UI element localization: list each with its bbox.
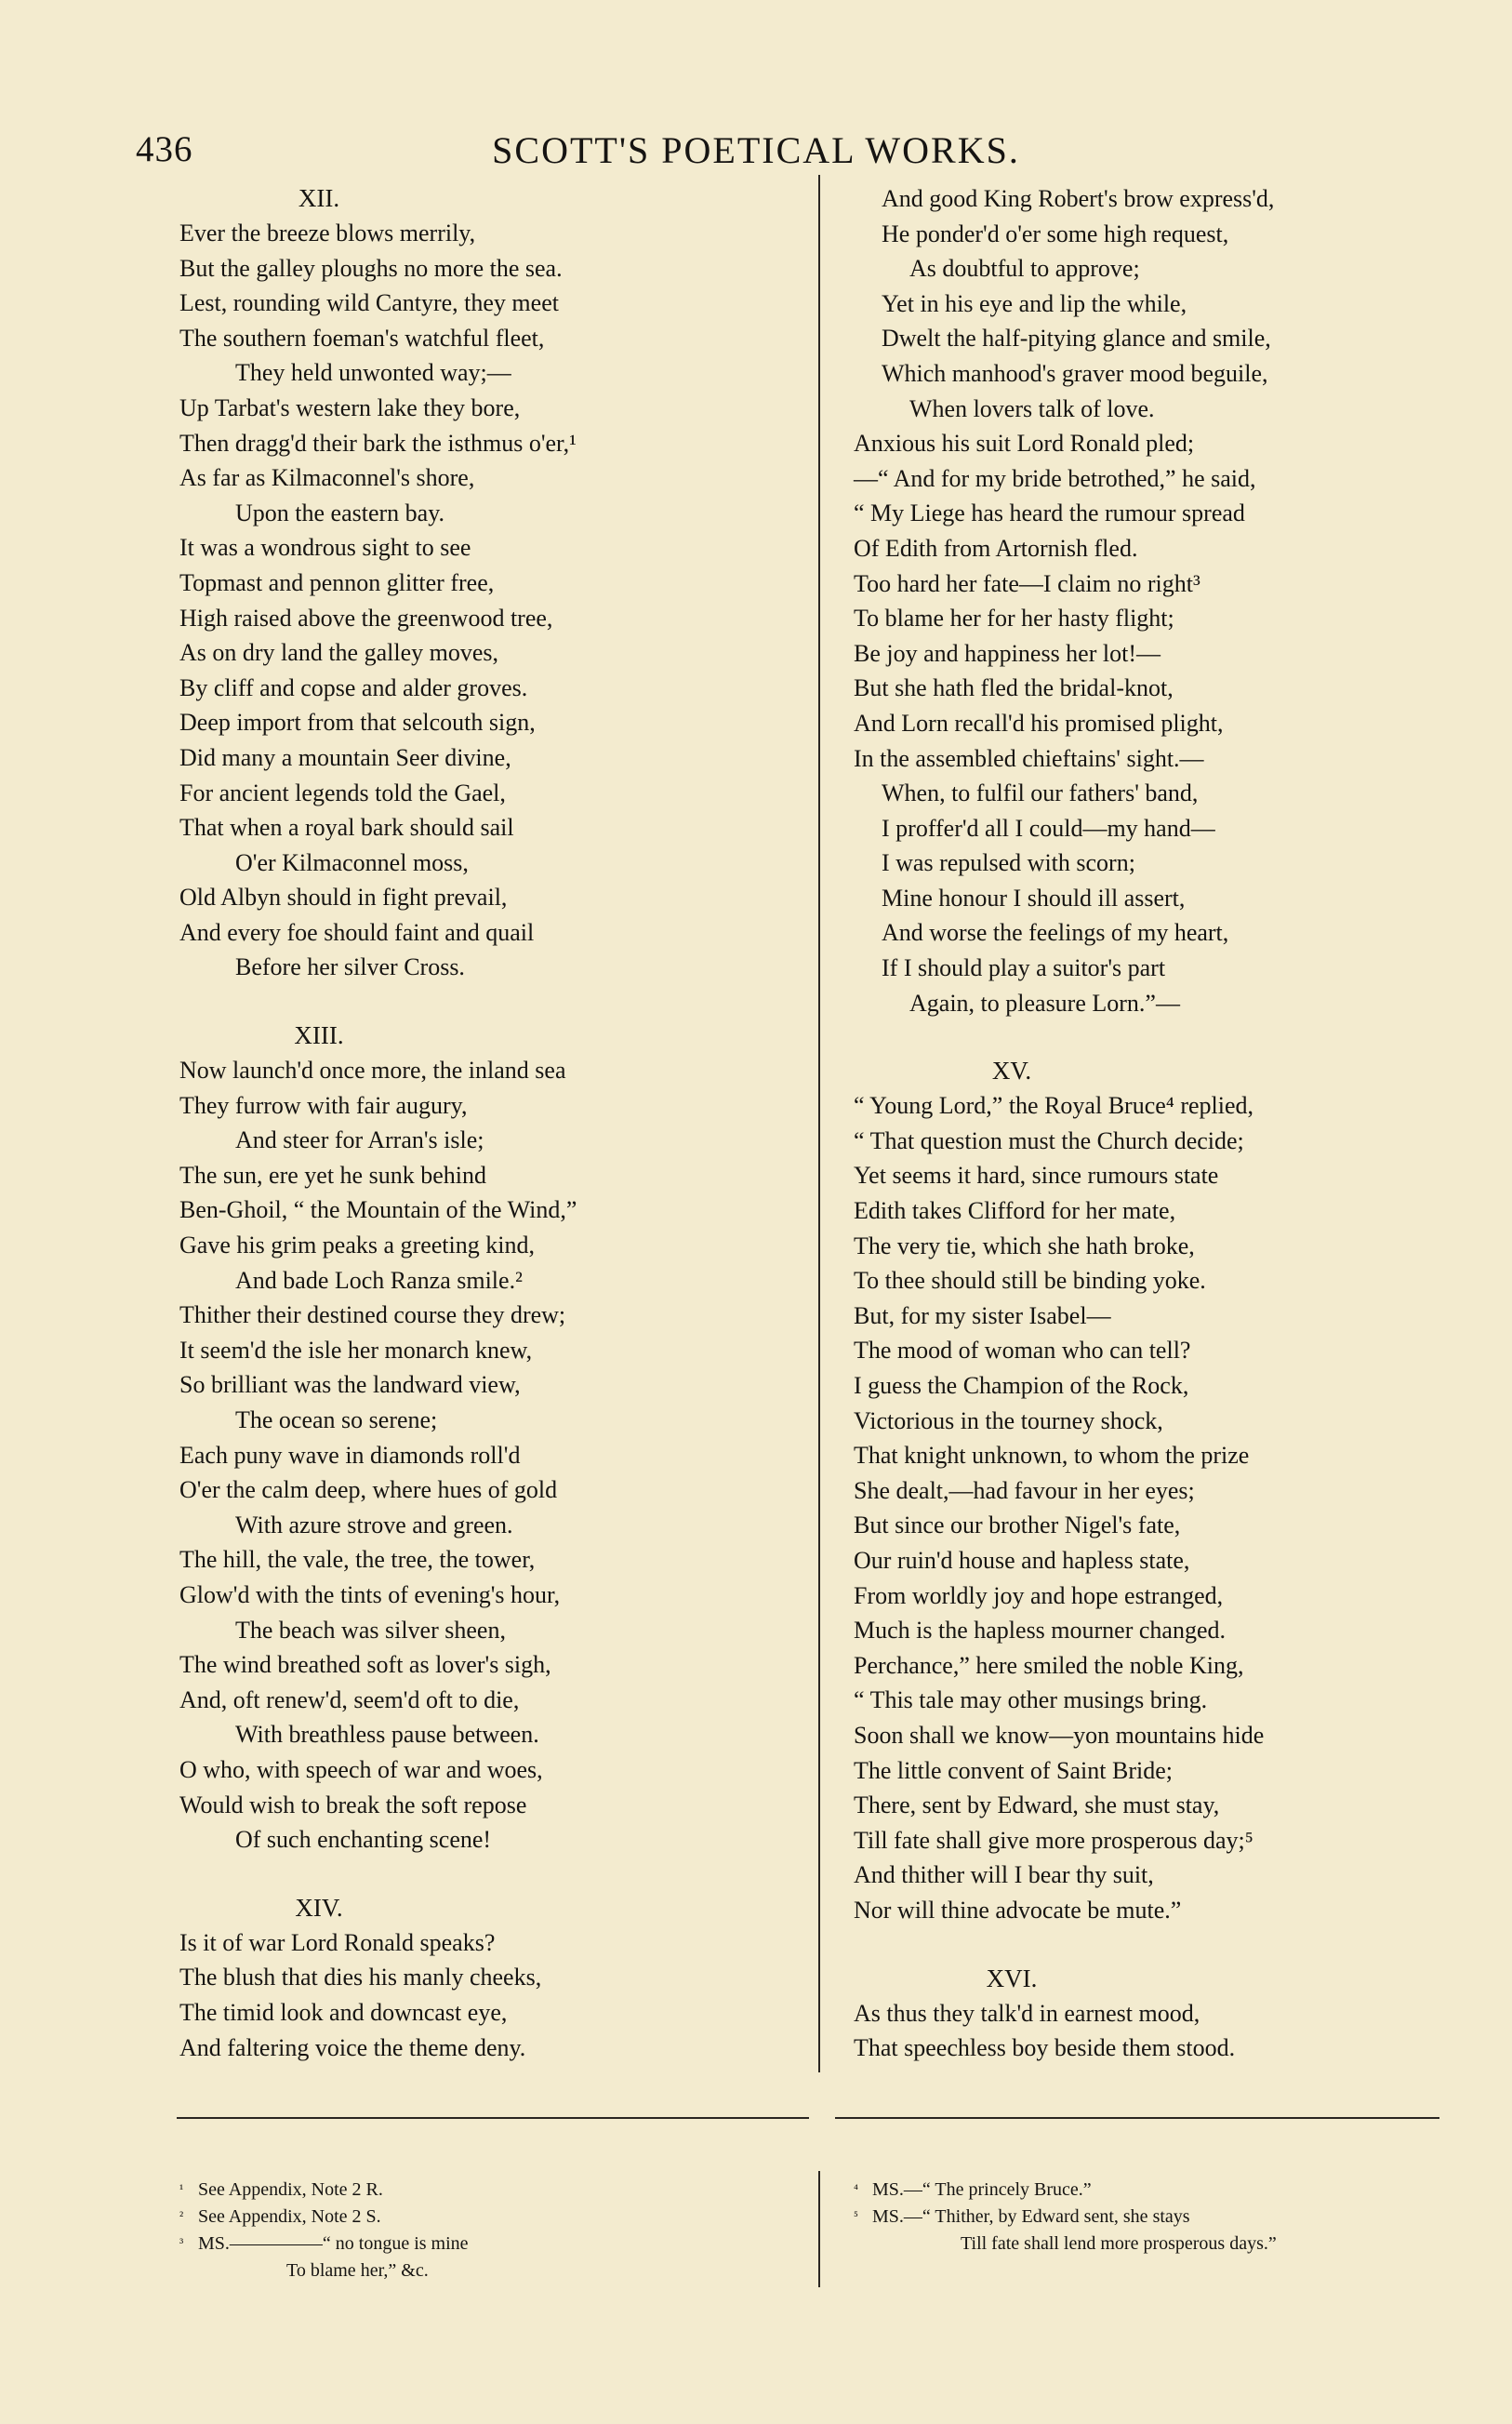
verse-line: They held unwonted way;— <box>235 359 511 387</box>
footnote-rule-left <box>177 2117 809 2119</box>
verse-line: Mine honour I should ill assert, <box>882 884 1186 912</box>
verse-line: —“ And for my bride betrothed,” he said, <box>854 464 1256 492</box>
verse-line: O'er Kilmaconnel moss, <box>235 848 469 876</box>
footnote-text: MS.—“ The princely Bruce.” <box>872 2179 1092 2200</box>
verse-line: And every foe should faint and quail <box>179 918 535 946</box>
stanza-gap <box>179 985 812 1019</box>
verse-line: But the galley ploughs no more the sea. <box>179 254 563 282</box>
verse-line: The beach was silver sheen, <box>235 1616 506 1644</box>
verse-line: Is it of war Lord Ronald speaks? <box>179 1928 496 1956</box>
verse-line: And steer for Arran's isle; <box>235 1126 484 1154</box>
verse-line: To thee should still be binding yoke. <box>854 1267 1206 1295</box>
verse-line: Lest, rounding wild Cantyre, they meet <box>179 289 559 317</box>
verse-line: High raised above the greenwood tree, <box>179 604 553 632</box>
left-column <box>179 181 812 2065</box>
verse-line: O'er the calm deep, where hues of gold <box>179 1476 558 1504</box>
verse-line: And thither will I bear thy suit, <box>854 1861 1154 1889</box>
verse-line: If I should play a suitor's part <box>882 954 1166 982</box>
verse-line: The hill, the vale, the tree, the tower, <box>179 1546 536 1574</box>
verse-line: Our ruin'd house and hapless state, <box>854 1546 1190 1574</box>
verse-line: Be joy and happiness her lot!— <box>854 639 1161 667</box>
verse-line: And Lorn recall'd his promised plight, <box>854 709 1224 737</box>
verse-line: Yet in his eye and lip the while, <box>882 289 1187 317</box>
verse-line: Edith takes Clifford for her mate, <box>854 1197 1176 1225</box>
verse-line: “ That question must the Church decide; <box>854 1126 1244 1154</box>
verse-line: Again, to pleasure Lorn.”— <box>909 989 1180 1017</box>
stanza-number: XV. <box>991 1057 1032 1085</box>
verse-line: That speechless boy beside them stood. <box>854 2034 1236 2062</box>
verse-line: In the assembled chieftains' sight.— <box>854 744 1204 772</box>
verse-line: Each puny wave in diamonds roll'd <box>179 1441 521 1469</box>
stanza-gap <box>179 1858 812 1891</box>
verse-line: Till fate shall give more prosperous day;⁵ <box>854 1826 1253 1854</box>
verse-line: But she hath fled the bridal-knot, <box>854 674 1174 702</box>
verse-line: And, oft renew'd, seem'd oft to die, <box>179 1685 520 1713</box>
verse-line: Upon the eastern bay. <box>235 499 445 526</box>
verse-line: But since our brother Nigel's fate, <box>854 1512 1181 1539</box>
verse-line: Old Albyn should in fight prevail, <box>179 884 508 912</box>
verse-line: Dwelt the half-pitying glance and smile, <box>882 325 1271 353</box>
verse-line: Nor will thine advocate be mute.” <box>854 1896 1182 1924</box>
verse-line: And faltering voice the theme deny. <box>179 2033 526 2061</box>
verse-line: The very tie, which she hath broke, <box>854 1232 1195 1259</box>
verse-line: Now launch'd once more, the inland sea <box>179 1057 566 1085</box>
verse-line: As doubtful to approve; <box>909 255 1140 283</box>
verse-line: Did many a mountain Seer divine, <box>179 743 511 771</box>
verse-line: The mood of woman who can tell? <box>854 1337 1191 1365</box>
verse-line: But, for my sister Isabel— <box>854 1301 1111 1329</box>
verse-line: As on dry land the galley moves, <box>179 639 498 667</box>
verse-line: And bade Loch Ranza smile.² <box>235 1266 523 1294</box>
verse-line: The timid look and downcast eye, <box>179 1998 508 2026</box>
verse-line: Before her silver Cross. <box>235 953 465 981</box>
verse-line: He ponder'd o'er some high request, <box>882 220 1229 247</box>
verse-line: It seem'd the isle her monarch knew, <box>179 1336 533 1364</box>
footnote-mark: ¹ <box>179 2183 184 2197</box>
footnote-text: MS.—————“ no tongue is mine <box>198 2233 469 2254</box>
verse-line: Gave his grim peaks a greeting kind, <box>179 1232 535 1259</box>
page-header <box>0 128 1512 175</box>
verse-line: So brilliant was the landward view, <box>179 1371 521 1399</box>
verse-line: Of Edith from Artornish fled. <box>854 534 1138 562</box>
verse-line: As far as Kilmaconnel's shore, <box>179 464 475 492</box>
verse-line: Topmast and pennon glitter free, <box>179 568 495 596</box>
verse-line: O who, with speech of war and woes, <box>179 1755 543 1783</box>
verse-line: With azure strove and green. <box>235 1511 513 1538</box>
footnote <box>179 2231 793 2258</box>
footnote <box>854 2177 1430 2204</box>
verse-line: “ My Liege has heard the rumour spread <box>854 499 1245 527</box>
verse-line: As thus they talk'd in earnest mood, <box>854 1999 1200 2027</box>
verse-line: Yet seems it hard, since rumours state <box>854 1162 1219 1190</box>
verse-line: Ever the breeze blows merrily, <box>179 220 476 246</box>
footnote <box>179 2177 793 2204</box>
verse-line: Would wish to break the soft repose <box>179 1791 527 1818</box>
verse-line: They furrow with fair augury, <box>179 1091 468 1119</box>
verse-line: There, sent by Edward, she must stay, <box>854 1791 1220 1819</box>
footnote <box>179 2204 793 2231</box>
footnote-mark: ² <box>179 2210 184 2224</box>
verse-line: The sun, ere yet he sunk behind <box>179 1161 486 1189</box>
verse-line: “ This tale may other musings bring. <box>854 1686 1208 1714</box>
page-number: 436 <box>136 129 193 169</box>
right-column <box>854 181 1412 2066</box>
verse-line: Deep import from that selcouth sign, <box>179 709 536 737</box>
footnote-continuation: To blame her,” &c. <box>286 2260 429 2281</box>
footnote-text: See Appendix, Note 2 R. <box>198 2179 383 2200</box>
verse-line: For ancient legends told the Gael, <box>179 779 506 806</box>
verse-line: Perchance,” here smiled the noble King, <box>854 1651 1244 1679</box>
footnote-text: MS.—“ Thither, by Edward sent, she stays <box>872 2206 1190 2227</box>
verse-line: Thither their destined course they drew; <box>179 1301 566 1329</box>
verse-line: Anxious his suit Lord Ronald pled; <box>854 430 1195 458</box>
verse-line: Too hard her fate—I claim no right³ <box>854 569 1200 597</box>
footnotes-right <box>854 2177 1430 2258</box>
footnote-mark: ³ <box>179 2237 184 2251</box>
verse-line: Which manhood's graver mood beguile, <box>882 359 1268 387</box>
verse-line: The ocean so serene; <box>235 1406 438 1433</box>
verse-line: Glow'd with the tints of evening's hour, <box>179 1580 561 1608</box>
verse-line: Much is the hapless mourner changed. <box>854 1617 1227 1645</box>
verse-line: That knight unknown, to whom the prize <box>854 1442 1250 1470</box>
verse-line: It was a wondrous sight to see <box>179 534 471 562</box>
verse-line: Then dragg'd their bark the isthmus o'er,¹ <box>179 429 577 457</box>
verse-line: Ben-Ghoil, “ the Mountain of the Wind,” <box>179 1196 577 1224</box>
verse-line: The blush that dies his manly cheeks, <box>179 1964 542 1991</box>
verse-line: With breathless pause between. <box>235 1721 539 1749</box>
verse-line: From worldly joy and hope estranged, <box>854 1581 1224 1609</box>
stanza-number: XIII. <box>294 1021 344 1050</box>
footnote <box>854 2204 1430 2231</box>
verse-line: That when a royal bark should sail <box>179 814 514 842</box>
stanza-number: XIV. <box>295 1893 343 1922</box>
footnote-continuation: Till fate shall lend more prosperous days.” <box>961 2233 1277 2254</box>
verse-line: Of such enchanting scene! <box>235 1826 492 1854</box>
verse-line: And good King Robert's brow express'd, <box>882 185 1275 212</box>
verse-line: To blame her for her hasty flight; <box>854 605 1174 633</box>
verse-line: The little convent of Saint Bride; <box>854 1756 1173 1784</box>
verse-line: Up Tarbat's western lake they bore, <box>179 393 521 421</box>
verse-line: The wind breathed soft as lover's sigh, <box>179 1651 551 1679</box>
verse-line: By cliff and copse and alder groves. <box>179 673 528 701</box>
verse-line: Soon shall we know—yon mountains hide <box>854 1721 1265 1749</box>
stanza-gap <box>854 1020 1412 1054</box>
footnote-text: See Appendix, Note 2 S. <box>198 2206 381 2227</box>
verse-line: When, to fulfil our fathers' band, <box>882 779 1199 807</box>
verse-line: I guess the Champion of the Rock, <box>854 1372 1189 1399</box>
column-divider <box>818 175 820 2072</box>
stanza-number: XVI. <box>986 1964 1038 1992</box>
footnote-divider <box>818 2171 820 2287</box>
running-title: SCOTT'S POETICAL WORKS. <box>492 129 1020 171</box>
verse-line: Victorious in the tourney shock, <box>854 1406 1163 1434</box>
footnote-mark: ⁵ <box>854 2210 858 2224</box>
verse-line: “ Young Lord,” the Royal Bruce⁴ replied, <box>854 1092 1254 1120</box>
verse-line: And worse the feelings of my heart, <box>882 919 1229 947</box>
footnotes-left <box>179 2177 793 2284</box>
verse-line: The southern foeman's watchful fleet, <box>179 324 545 352</box>
verse-line: When lovers talk of love. <box>909 394 1155 422</box>
verse-line: I proffer'd all I could—my hand— <box>882 814 1215 842</box>
footnote-mark: ⁴ <box>854 2183 858 2197</box>
verse-line: I was repulsed with scorn; <box>882 849 1135 877</box>
stanza-gap <box>854 1928 1412 1962</box>
verse-line: She dealt,—had favour in her eyes; <box>854 1476 1195 1504</box>
footnote-rule-right <box>835 2117 1439 2119</box>
stanza-number: XII. <box>298 184 340 212</box>
